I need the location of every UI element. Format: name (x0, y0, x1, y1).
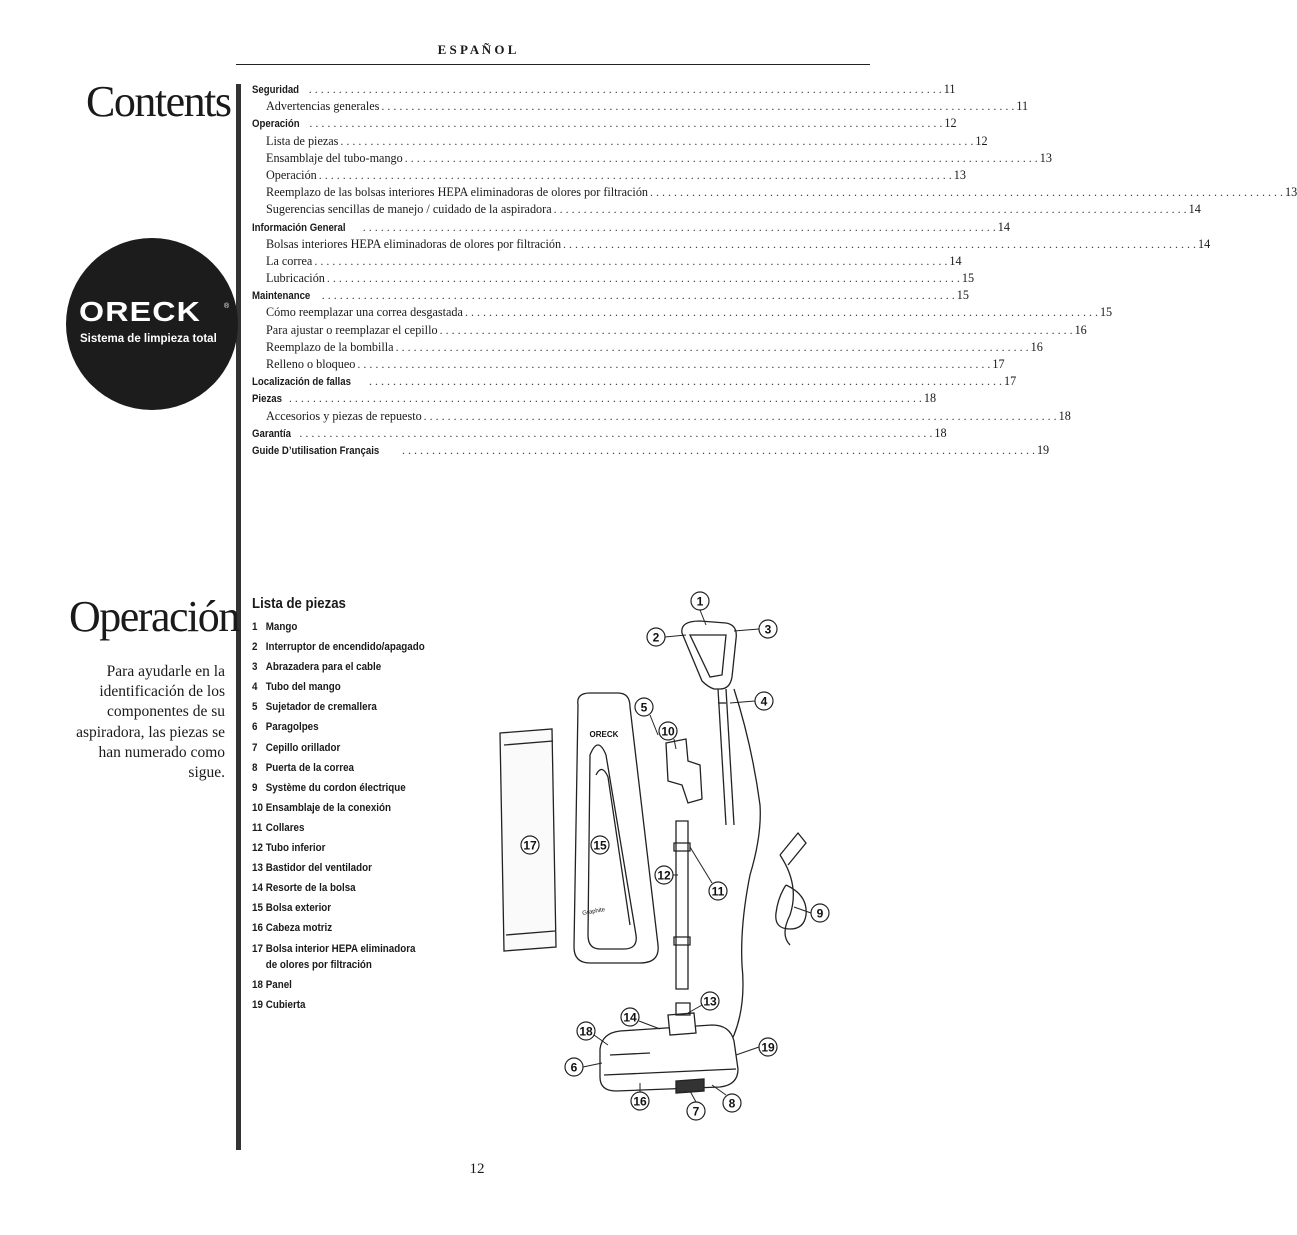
part-item (252, 719, 450, 739)
callout-number: 8 (728, 1096, 736, 1111)
callout-18 (577, 1022, 608, 1045)
part-item (252, 920, 450, 940)
toc-label: Guide D’utilisation Français (252, 444, 380, 457)
callout-number: 19 (761, 1040, 775, 1055)
toc-page: 14 (949, 253, 962, 268)
toc-entry (252, 98, 1029, 115)
part-name: Tubo del mango (265, 681, 341, 694)
toc-leader (405, 150, 1038, 167)
toc-leader (322, 287, 955, 304)
part-item (252, 699, 450, 719)
toc-entry (252, 408, 1071, 425)
part-name: Mango (265, 621, 298, 633)
toc-page: 11 (1016, 99, 1029, 114)
toc-entry (252, 442, 1050, 459)
callout-8 (712, 1085, 741, 1112)
part-item (252, 679, 450, 699)
toc-page: 14 (1188, 202, 1201, 217)
part-item (252, 900, 450, 920)
toc-entry (252, 356, 1005, 373)
toc-page: 13 (1039, 150, 1052, 165)
part-number: 17 (252, 942, 263, 955)
callout-number: 14 (623, 1010, 637, 1025)
toc-label: Operación (266, 167, 317, 182)
toc-label: Cómo reemplazar una correa desgastada (266, 305, 463, 320)
toc-leader (369, 373, 1002, 390)
toc-page: 13 (953, 167, 966, 182)
toc-page: 17 (992, 357, 1005, 371)
part-number: 16 (252, 922, 263, 935)
toc-label: La correa (266, 253, 313, 268)
part-item (252, 619, 450, 639)
callout-number: 15 (593, 838, 607, 853)
callout-15 (591, 836, 609, 854)
callout-11 (690, 847, 727, 900)
toc-page: 14 (997, 219, 1010, 234)
part-number: 3 (252, 661, 258, 674)
toc-page: 12 (975, 133, 988, 148)
callout-number: 12 (657, 868, 671, 883)
callout-3 (734, 620, 777, 638)
part-item (252, 659, 450, 679)
callout-1 (691, 592, 709, 625)
callout-5 (635, 698, 658, 735)
toc-entry (252, 287, 969, 304)
toc-leader (357, 356, 990, 373)
toc-leader (402, 442, 1035, 459)
part-number: 2 (252, 641, 258, 654)
toc-leader (563, 236, 1196, 253)
toc-label: Para ajustar o reemplazar el cepillo (266, 322, 438, 337)
toc-page: 18 (1058, 408, 1071, 423)
toc-entry (252, 81, 956, 98)
toc-entry (252, 425, 947, 442)
toc-page: 13 (1285, 185, 1297, 200)
toc-entry (252, 253, 962, 270)
callout-14 (621, 1008, 660, 1029)
logo-brand: ORECK (79, 296, 202, 327)
toc-page: 14 (1198, 236, 1211, 251)
part-number: 1 (252, 621, 258, 633)
toc-label: Lubricación (266, 271, 325, 286)
part-number: 9 (252, 781, 258, 794)
part-item (252, 941, 450, 977)
toc-label: Operación (252, 118, 300, 131)
bag-label: Graphite (581, 907, 606, 917)
toc-label: Bolsas interiores HEPA eliminadoras de olores por filtración (266, 236, 562, 251)
toc-label: Piezas (252, 393, 282, 406)
toc-page: 11 (943, 82, 956, 96)
part-name: Cepillo orillador (265, 741, 341, 754)
part-number: 5 (252, 701, 258, 714)
toc-page: 16 (1030, 339, 1043, 354)
toc-leader (554, 201, 1187, 218)
part-item (252, 880, 450, 900)
part-number: 18 (252, 978, 263, 991)
toc-leader (363, 219, 996, 236)
parts-list (252, 619, 482, 1017)
part-name: Cubierta (265, 998, 306, 1011)
part-name: Abrazadera para el cable (265, 661, 382, 674)
part-name: Panel (265, 978, 292, 991)
callout-leader (734, 629, 759, 631)
toc-leader (465, 304, 1098, 321)
part-item (252, 820, 450, 840)
toc-page: 18 (934, 425, 947, 440)
toc-page: 15 (961, 271, 975, 286)
callout-number: 11 (711, 884, 725, 899)
toc-entry (252, 339, 1043, 356)
callout-leader (639, 1021, 660, 1029)
table-of-contents (252, 81, 1297, 459)
toc-label: Lista de piezas (266, 133, 339, 148)
part-name: Bolsa interior HEPA eliminadora (265, 942, 416, 955)
header-rule (236, 64, 870, 65)
callout-number: 1 (696, 594, 704, 609)
callout-19 (736, 1038, 777, 1056)
part-number: 7 (252, 741, 258, 754)
callout-6 (565, 1058, 602, 1076)
toc-entry (252, 133, 988, 150)
part-item (252, 997, 450, 1017)
toc-entry (252, 304, 1113, 321)
toc-leader (309, 115, 942, 132)
callout-7 (687, 1091, 705, 1120)
toc-entry (252, 167, 966, 184)
toc-label: Sugerencias sencillas de manejo / cuidado de la aspiradora (266, 202, 552, 217)
part-item (252, 840, 450, 860)
part-name: Sujetador de cremallera (265, 701, 377, 714)
callout-number: 3 (764, 622, 772, 637)
part-number: 15 (252, 902, 263, 915)
part-name: Ensamblaje de la conexión (265, 801, 391, 814)
toc-entry (252, 184, 1297, 201)
toc-label: Información General (252, 221, 346, 234)
callout-2 (647, 628, 686, 646)
part-number: 11 (252, 821, 263, 834)
toc-leader (299, 425, 932, 442)
part-name: Bolsa exterior (265, 902, 332, 915)
part-name: Collares (265, 821, 305, 834)
part-number: 6 (252, 721, 258, 734)
language-header: E S P A Ñ O L (437, 42, 517, 57)
callout-number: 2 (652, 630, 660, 645)
part-name: Resorte de la bolsa (265, 882, 356, 895)
part-name: Cabeza motriz (265, 922, 333, 935)
toc-entry (252, 150, 1052, 167)
callout-number: 7 (692, 1104, 700, 1119)
toc-leader (327, 270, 960, 287)
callout-leader (583, 1063, 602, 1067)
part-number: 4 (252, 681, 258, 694)
part-name: Système du cordon électrique (265, 781, 406, 794)
toc-leader (440, 322, 1073, 339)
toc-leader (319, 167, 952, 184)
toc-label: Maintenance (252, 290, 311, 303)
callout-leader (690, 847, 712, 883)
callout-number: 9 (816, 906, 824, 921)
part-name: Bastidor del ventilador (265, 862, 372, 875)
part-item (252, 800, 450, 820)
part-number: 12 (252, 842, 263, 855)
callout-number: 10 (661, 724, 675, 739)
toc-label: Reemplazo de las bolsas interiores HEPA eliminadoras de olores por filtración (266, 185, 649, 200)
part-number: 14 (252, 882, 263, 895)
part-item (252, 760, 450, 780)
callout-number: 17 (523, 838, 537, 853)
callout-number: 4 (760, 694, 768, 709)
toc-leader (309, 81, 942, 98)
callout-12 (655, 866, 678, 884)
toc-entry (252, 270, 975, 287)
callout-number: 16 (633, 1094, 647, 1109)
registered-mark: ® (224, 303, 230, 310)
part-number: 13 (252, 862, 263, 875)
part-number: 10 (252, 801, 263, 814)
callout-17 (521, 836, 539, 854)
callout-number: 18 (579, 1024, 593, 1039)
parts-list-title: Lista de piezas (252, 595, 346, 612)
part-number: 19 (252, 998, 263, 1011)
part-number: 8 (252, 761, 258, 774)
toc-page: 15 (1099, 305, 1113, 320)
part-item (252, 860, 450, 880)
toc-leader (650, 184, 1283, 201)
toc-page: 16 (1074, 322, 1087, 337)
toc-leader (424, 408, 1057, 425)
toc-page: 15 (956, 288, 969, 303)
contents-title: Contents (86, 77, 231, 126)
toc-leader (314, 253, 947, 270)
logo-tagline: Sistema de limpieza total (80, 333, 217, 345)
bag-brand: ORECK (589, 730, 619, 739)
toc-page: 12 (944, 116, 957, 131)
toc-entry (252, 390, 937, 407)
toc-entry (252, 201, 1201, 218)
callout-13 (688, 992, 719, 1013)
toc-page: 18 (923, 391, 937, 406)
part-item (252, 977, 450, 997)
toc-label: Garantía (252, 427, 292, 440)
callout-number: 5 (640, 700, 648, 715)
toc-label: Seguridad (252, 84, 300, 96)
toc-entry (252, 115, 957, 132)
toc-leader (396, 339, 1029, 356)
callout-leader (730, 701, 755, 703)
part-item (252, 740, 450, 760)
vacuum-parts-diagram (490, 585, 824, 1130)
part-name: Interruptor de encendido/apagado (265, 641, 425, 654)
part-name: Tubo inferior (265, 842, 326, 855)
toc-label: Ensamblaje del tubo-mango (266, 150, 403, 165)
toc-leader (381, 98, 1014, 115)
toc-label: Accesorios y piezas de repuesto (266, 408, 422, 423)
toc-page: 17 (1004, 374, 1017, 389)
callout-leader (794, 907, 811, 913)
part-name: Puerta de la correa (265, 761, 354, 774)
toc-leader (340, 133, 973, 150)
part-item (252, 780, 450, 800)
toc-label: Reemplazo de la bombilla (266, 339, 394, 354)
toc-page: 19 (1036, 442, 1050, 457)
part-name-continued: de olores por filtración (265, 958, 372, 971)
callout-leader (690, 1091, 696, 1102)
toc-entry (252, 236, 1211, 253)
part-item (252, 639, 450, 659)
toc-entry (252, 373, 1017, 390)
toc-entry (252, 219, 1010, 236)
callout-leader (736, 1047, 759, 1055)
callout-number: 6 (570, 1060, 578, 1075)
part-name: Paragolpes (265, 721, 319, 734)
callout-9 (794, 904, 829, 922)
page-number: 12 (469, 1161, 485, 1177)
operacion-title: Operación (69, 592, 239, 641)
toc-label: Localización de fallas (252, 376, 351, 389)
toc-label: Relleno o bloqueo (266, 357, 356, 371)
toc-entry (252, 322, 1087, 339)
callout-number: 13 (703, 994, 717, 1009)
callout-leader (650, 715, 658, 735)
intro-paragraph: Para ayudarle en la identificación de los componentes de su aspiradora, las piezas se han numerado como sigue. (76, 663, 225, 782)
toc-leader (289, 390, 922, 407)
toc-label: Advertencias generales (266, 99, 380, 114)
